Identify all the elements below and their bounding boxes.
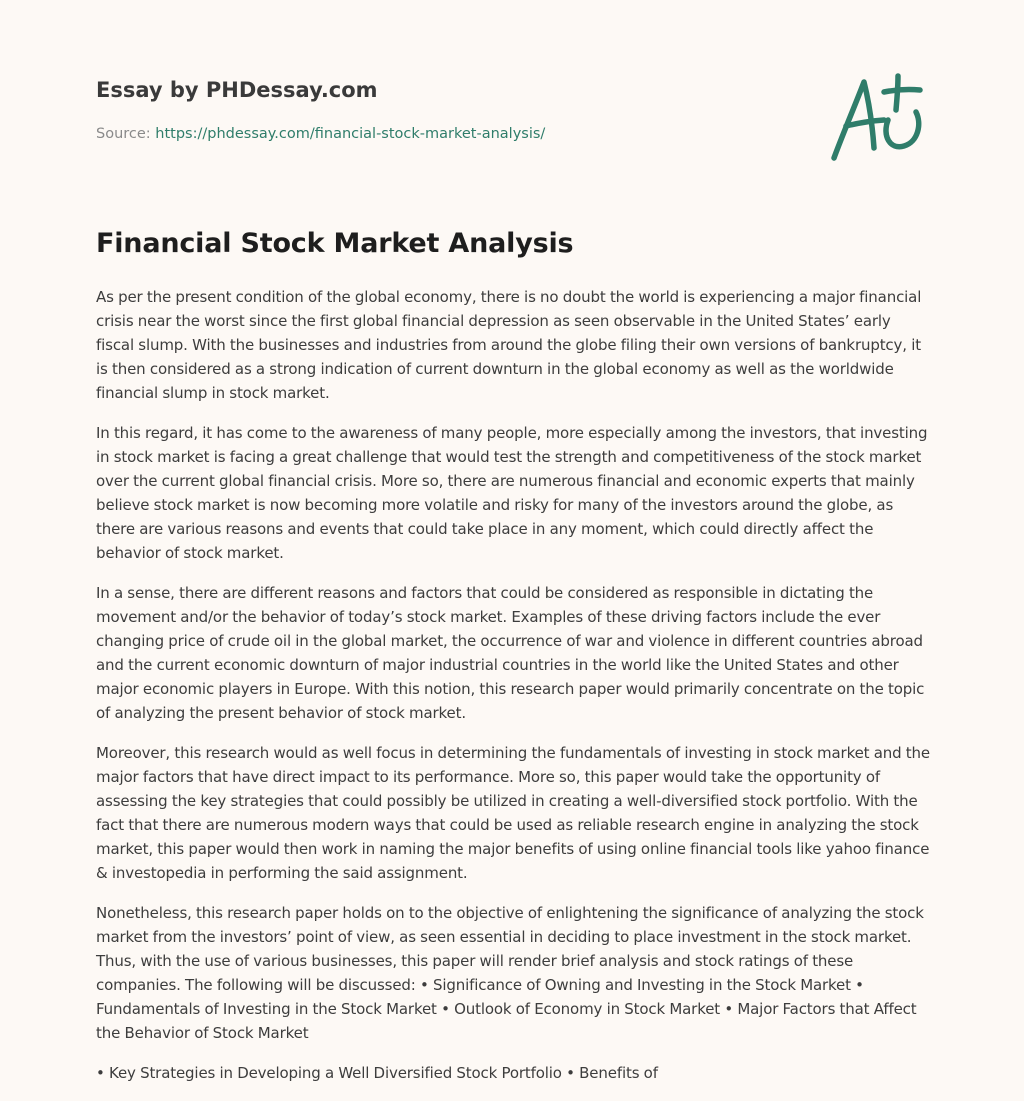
- essay-paragraph: • Key Strategies in Developing a Well Diversified Stock Portfolio • Benefits of: [96, 1064, 658, 1082]
- source-label: Source:: [96, 126, 156, 142]
- essay-paragraph: Nonetheless, this research paper holds on to the objective of enlightening the significance of analyzing the stock market from the investors’ point of view, as seen essential in deciding to place investment in the stock market. Thus, with the use of various businesses, this paper will render brief analysis and stock ratings of these companies. The following will be discussed: • Significance of Owning and Investing in the Stock Market • Fundamentals of Investing in the Stock Market • Outlook of Economy in Stock Market • Major Factors that Affect the Behavior of Stock Market: [96, 904, 924, 1042]
- page-header: [96, 76, 928, 176]
- essay-paragraph: In a sense, there are different reasons and factors that could be considered as responsible in dictating the movement and/or the behavior of today’s stock market. Examples of these driving factors include the ever changing price of crude oil in the global market, the occurrence of war and violence in different countries abroad and the current economic downturn of major industrial countries in the world like the United States and other major economic players in Europe. With this notion, this research paper would primarily concentrate on the topic of analyzing the present behavior of stock market.: [96, 584, 925, 722]
- a-plus-logo-icon: [824, 68, 928, 164]
- essay-paragraph: In this regard, it has come to the awareness of many people, more especially among the investors, that investing in stock market is facing a great challenge that would test the strength and competitiveness of the stock market over the current global financial crisis. More so, there are numerous financial and economic experts that mainly believe stock market is now becoming more volatile and risky for many of the investors around the globe, as there are various reasons and events that could take place in any moment, which could directly affect the behavior of stock market.: [96, 424, 928, 562]
- essay-paragraph: Moreover, this research would as well focus in determining the fundamentals of investing in stock market and the major factors that have direct impact to its performance. More so, this paper would take the opportunity of assessing the key strategies that could possibly be utilized in creating a well-diversified stock portfolio. With the fact that there are numerous modern ways that could be used as reliable research engine in analyzing the stock market, this paper would then work in naming the major benefits of using online financial tools like yahoo finance & investopedia in performing the said assignment.: [96, 744, 930, 882]
- essay-title: Financial Stock Market Analysis: [96, 228, 574, 259]
- source-line: [96, 124, 545, 144]
- essay-paragraph: As per the present condition of the global economy, there is no doubt the world is experiencing a major financial crisis near the worst since the first global financial depression as seen observable in the United States’ early fiscal slump. With the businesses and industries from around the globe filing their own versions of bankruptcy, it is then considered as a strong indication of current downturn in the global economy as well as the worldwide financial slump in stock market.: [96, 288, 922, 402]
- essay-body: [96, 285, 930, 1101]
- source-link[interactable]: https://phdessay.com/financial-stock-market-analysis/: [155, 126, 546, 142]
- site-brand: Essay by PHDessay.com: [96, 78, 378, 102]
